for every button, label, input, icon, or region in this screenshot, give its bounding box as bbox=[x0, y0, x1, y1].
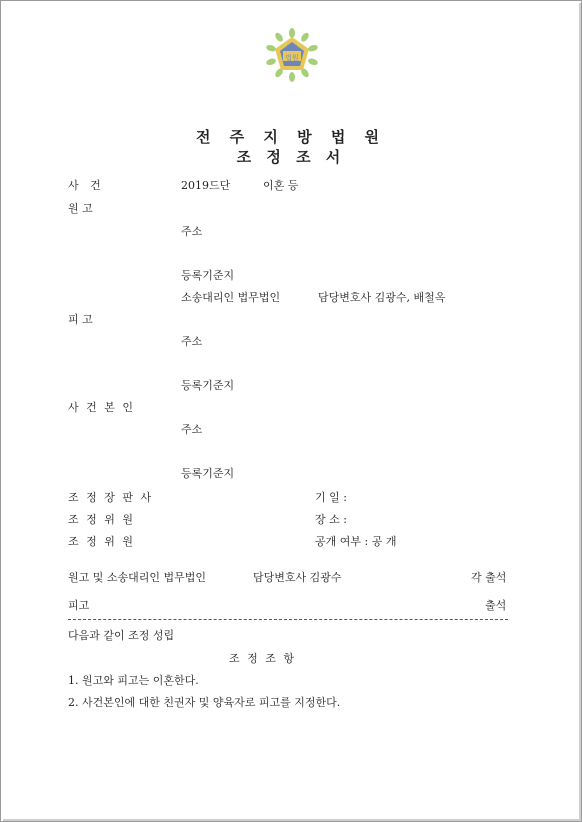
court-emblem-icon bbox=[264, 27, 320, 83]
plaintiff-address-label: 주소 bbox=[181, 225, 203, 238]
settlement-item-1: 1. 원고와 피고는 이혼한다. bbox=[68, 674, 199, 687]
document-title: 조 정 조 서 bbox=[236, 148, 346, 166]
settlement-intro: 다음과 같이 조정 성립 bbox=[68, 629, 175, 642]
defendant-label: 피 고 bbox=[68, 313, 93, 326]
plaintiff-attorney-firm: 소송대리인 법무법인 bbox=[181, 291, 281, 304]
principal-label: 사 건 본 인 bbox=[68, 401, 135, 414]
plaintiff-label: 원 고 bbox=[68, 202, 93, 215]
attendance-row1-attorney: 담당변호사 김광수 bbox=[253, 571, 342, 584]
attendance-row1-text: 원고 및 소송대리인 법무법인 bbox=[68, 571, 207, 584]
case-type: 이혼 등 bbox=[263, 179, 299, 192]
case-number: 2019드단 bbox=[181, 179, 231, 192]
attendance-row1-status: 각 출석 bbox=[471, 571, 507, 584]
court-name: 전 주 지 방 법 원 bbox=[195, 128, 387, 146]
principal-address-label: 주소 bbox=[181, 423, 203, 436]
mediator-2-label: 조 정 위 원 bbox=[68, 535, 135, 548]
settlement-item-2: 2. 사건본인에 대한 친권자 및 양육자로 피고를 지정한다. bbox=[68, 696, 341, 709]
defendant-address-label: 주소 bbox=[181, 335, 203, 348]
attendance-row2-text: 피고 bbox=[68, 599, 90, 612]
defendant-registry-label: 등록기준지 bbox=[181, 379, 235, 392]
session-place-label: 장 소 : bbox=[315, 513, 347, 526]
case-label: 사 건 bbox=[68, 179, 101, 192]
attendance-row2-status: 출석 bbox=[485, 599, 507, 612]
emblem-label: 법원 bbox=[285, 54, 299, 62]
section-divider bbox=[68, 619, 508, 620]
plaintiff-attorneys: 담당변호사 김광수, 배철옥 bbox=[318, 291, 446, 304]
judge-label: 조 정 장 판 사 bbox=[68, 491, 154, 504]
mediator-1-label: 조 정 위 원 bbox=[68, 513, 135, 526]
session-public-label: 공개 여부 : 공 개 bbox=[315, 535, 397, 548]
plaintiff-registry-label: 등록기준지 bbox=[181, 269, 235, 282]
session-date-label: 기 일 : bbox=[315, 491, 347, 504]
settlement-heading: 조 정 조 항 bbox=[229, 652, 296, 665]
principal-registry-label: 등록기준지 bbox=[181, 467, 235, 480]
